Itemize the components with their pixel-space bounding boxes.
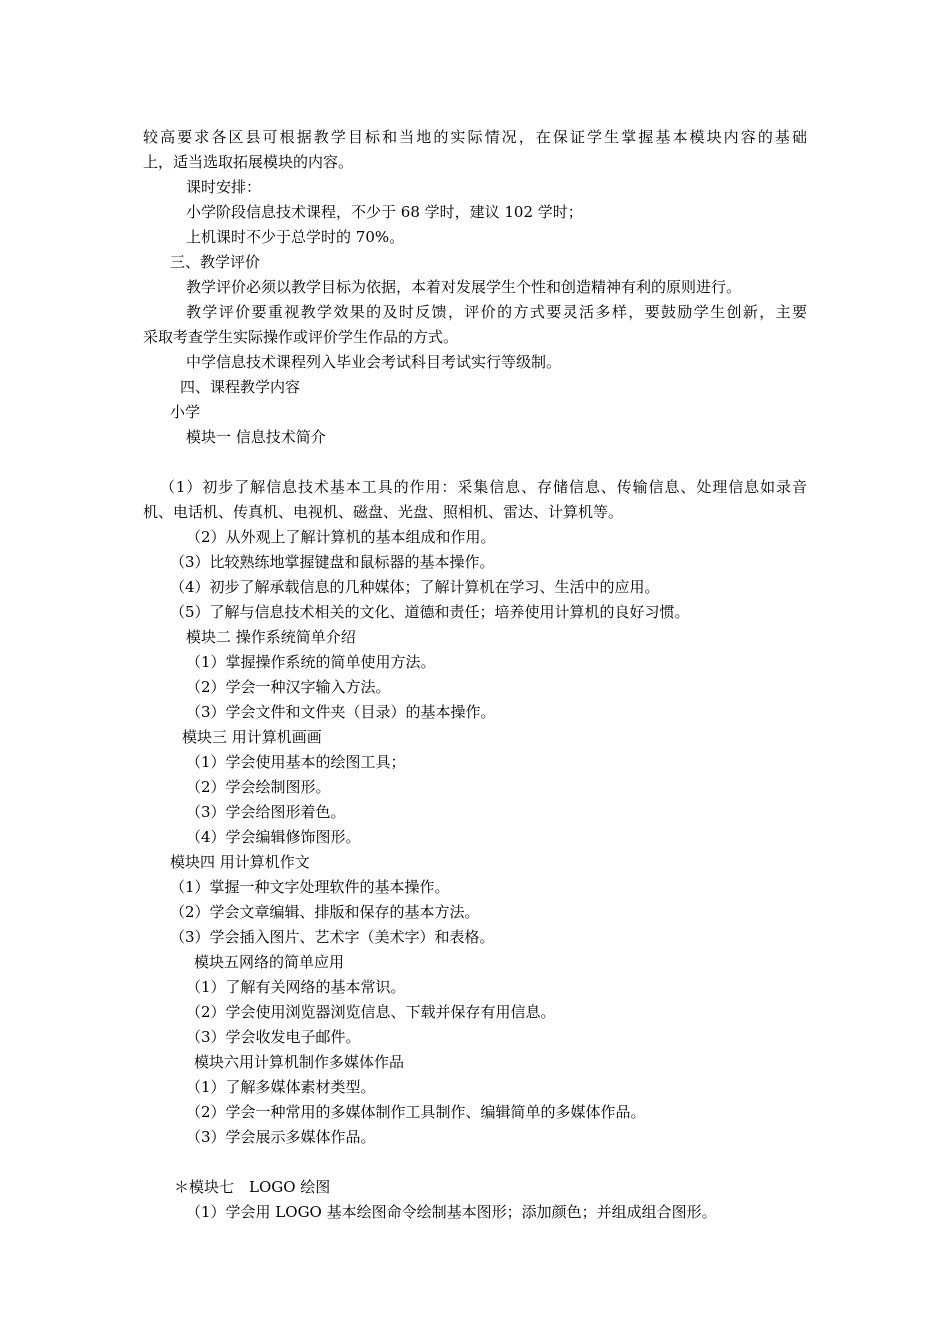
list-item: （1）了解多媒体素材类型。	[186, 1078, 376, 1096]
module-heading: 模块五网络的简单应用	[194, 953, 345, 971]
list-item: （3）学会给图形着色。	[186, 803, 346, 821]
list-item: （3）学会插入图片、艺术字（美术字）和表格。	[170, 928, 495, 946]
module-heading: 模块四 用计算机作文	[170, 853, 310, 871]
list-item: （2）学会绘制图形。	[186, 778, 331, 796]
list-item: （1）了解有关网络的基本常识。	[186, 978, 406, 996]
module-heading: 模块三 用计算机画画	[182, 728, 322, 746]
list-item: （5）了解与信息技术相关的文化、道德和责任；培养使用计算机的良好习惯。	[170, 603, 690, 621]
list-item: （2）学会使用浏览器浏览信息、下载并保存有用信息。	[186, 1003, 556, 1021]
text-line: 教学评价必须以教学目标为依据，本着对发展学生个性和创造精神有利的原则进行。	[186, 278, 742, 296]
list-item: （1）学会用 LOGO 基本绘图命令绘制基本图形；添加颜色；并组成组合图形。	[186, 1203, 717, 1221]
text-line: （1）初步了解信息技术基本工具的作用：采集信息、存储信息、传输信息、处理信息如录音	[160, 478, 807, 496]
text-line: 上，适当选取拓展模块的内容。	[143, 153, 354, 171]
list-item: （3）学会文件和文件夹（目录）的基本操作。	[186, 703, 496, 721]
list-item: （1）掌握一种文字处理软件的基本操作。	[170, 878, 450, 896]
text-line: 机、电话机、传真机、电视机、磁盘、光盘、照相机、雷达、计算机等。	[143, 503, 624, 521]
list-item: （2）学会文章编辑、排版和保存的基本方法。	[170, 903, 480, 921]
text-line: 采取考查学生实际操作或评价学生作品的方式。	[143, 328, 459, 346]
text-line: 课时安排：	[186, 178, 262, 196]
text-line: 教学评价要重视教学效果的及时反馈，评价的方式要灵活多样，要鼓励学生创新，主要	[186, 303, 807, 321]
text-line: 上机课时不少于总学时的 70%。	[186, 228, 405, 246]
module-heading: ＊模块七 LOGO 绘图	[174, 1178, 331, 1196]
module-heading: 模块二 操作系统简单介绍	[186, 628, 356, 646]
module-heading: 模块一 信息技术简介	[186, 428, 326, 446]
text-line: 较高要求各区县可根据教学目标和当地的实际情况，在保证学生掌握基本模块内容的基础	[143, 128, 807, 146]
section-heading: 三、教学评价	[170, 253, 261, 271]
module-heading: 模块六用计算机制作多媒体作品	[194, 1053, 405, 1071]
list-item: （4）初步了解承载信息的几种媒体；了解计算机在学习、生活中的应用。	[170, 578, 660, 596]
list-item: （4）学会编辑修饰图形。	[186, 828, 361, 846]
list-item: （2）学会一种常用的多媒体制作工具制作、编辑简单的多媒体作品。	[186, 1103, 646, 1121]
list-item: （2）学会一种汉字输入方法。	[186, 678, 391, 696]
text-line: 中学信息技术课程列入毕业会考试科目考试实行等级制。	[186, 353, 562, 371]
list-item: （3）学会展示多媒体作品。	[186, 1128, 376, 1146]
list-item: （2）从外观上了解计算机的基本组成和作用。	[186, 528, 496, 546]
section-heading: 四、课程教学内容	[180, 378, 301, 396]
list-item: （1）学会使用基本的绘图工具；	[186, 753, 406, 771]
text-line: 小学	[170, 403, 201, 421]
list-item: （1）掌握操作系统的简单使用方法。	[186, 653, 436, 671]
list-item: （3）学会收发电子邮件。	[186, 1028, 361, 1046]
text-line: 小学阶段信息技术课程，不少于 68 学时，建议 102 学时；	[186, 203, 583, 221]
list-item: （3）比较熟练地掌握键盘和鼠标器的基本操作。	[170, 553, 495, 571]
